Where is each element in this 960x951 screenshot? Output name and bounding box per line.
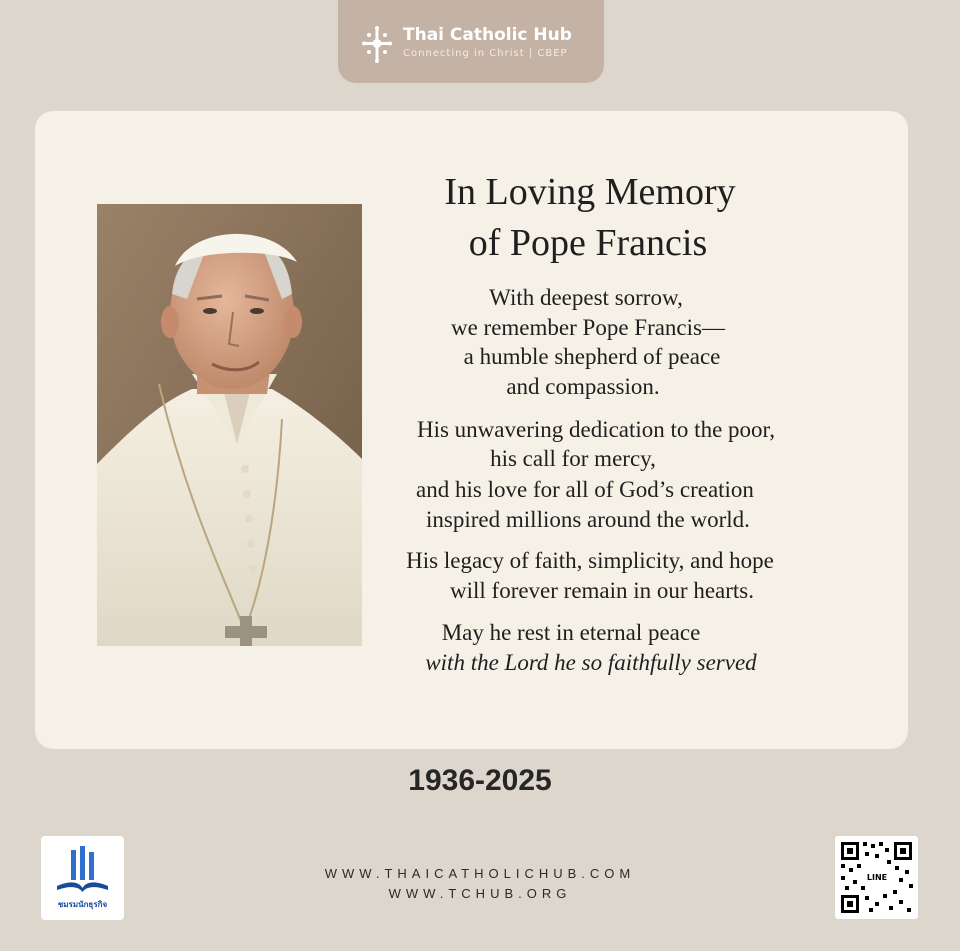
- paragraph2-line-4: inspired millions around the world.: [426, 507, 750, 532]
- org-logo-text: ชมรมนักธุรกิจ: [57, 900, 108, 909]
- paragraph1-line-3: a humble shepherd of peace: [463, 344, 721, 369]
- paragraph2-line-2: his call for mercy,: [490, 446, 656, 471]
- line-qr-code[interactable]: [835, 836, 918, 919]
- brand-name: Thai Catholic Hub: [403, 25, 572, 45]
- website-url-1[interactable]: WWW.THAICATHOLICHUB.COM: [324, 866, 636, 881]
- cross-burst-icon: [361, 25, 393, 65]
- pope-francis-portrait: [97, 204, 362, 646]
- brand-tagline: Connecting in Christ | CBEP: [403, 48, 568, 59]
- closing-line-2: with the Lord he so faithfully served: [425, 650, 757, 675]
- paragraph1-line-2: we remember Pope Francis—: [450, 315, 725, 340]
- memorial-title-line-2: of Pope Francis: [468, 222, 708, 264]
- paragraph2-line-1: His unwavering dedication to the poor,: [416, 417, 776, 442]
- book-buildings-icon: [53, 842, 112, 898]
- memorial-title-line-1: In Loving Memory: [444, 171, 736, 213]
- paragraph1-line-1: With deepest sorrow,: [489, 285, 683, 310]
- website-url-2[interactable]: WWW.TCHUB.ORG: [388, 886, 572, 901]
- life-years: 1936-2025: [408, 764, 552, 797]
- paragraph1-line-4: and compassion.: [506, 374, 660, 399]
- paragraph3-line-1: His legacy of faith, simplicity, and hope: [406, 548, 774, 573]
- closing-line-1: May he rest in eternal peace: [441, 620, 701, 645]
- paragraph2-line-3: and his love for all of God’s creation: [416, 477, 754, 502]
- paragraph3-line-2: will forever remain in our hearts.: [450, 578, 754, 603]
- qr-line-label: LINE: [864, 872, 890, 884]
- org-logo: [41, 836, 124, 920]
